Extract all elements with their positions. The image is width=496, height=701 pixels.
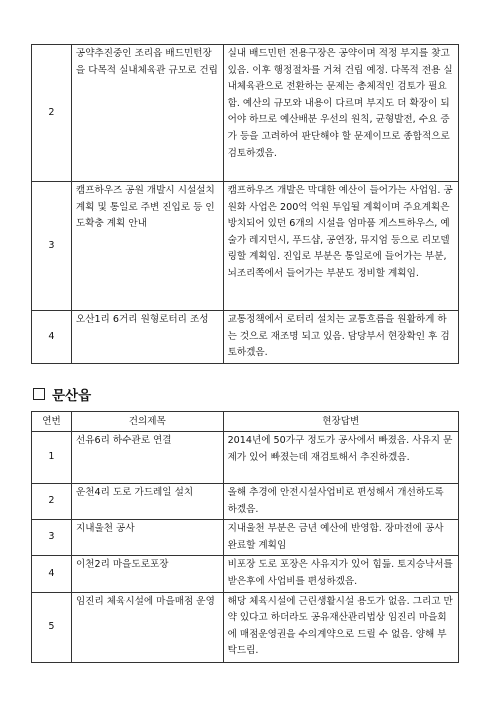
table-row bbox=[32, 311, 459, 364]
header-no: 연번 bbox=[32, 412, 72, 432]
table-row bbox=[32, 556, 459, 592]
row-title: 운천4리 도로 가드레일 설치 bbox=[71, 484, 223, 520]
table-section2 bbox=[31, 411, 459, 663]
row-number: 4 bbox=[32, 556, 72, 592]
row-title: 이천2리 마을도로포장 bbox=[71, 556, 223, 592]
table-row bbox=[32, 45, 459, 182]
table-section1 bbox=[31, 44, 459, 364]
row-answer: 비포장 도로 포장은 사유지가 있어 힘듦. 토지승낙서를 받은후에 사업비를 편성하겠음. bbox=[223, 556, 458, 592]
row-number: 1 bbox=[32, 432, 72, 484]
row-number: 4 bbox=[32, 311, 72, 364]
table-row bbox=[32, 592, 459, 662]
row-answer: 해당 체육시설에 근린생활시설 용도가 없음. 그리고 만약 있다고 하더라도 공유재산관리법상 임진리 마을회에 매점운영권을 수의계약으로 드릴 수 없음. 양해 부탁드림. bbox=[223, 592, 458, 662]
row-answer: 올해 추경에 안전시설사업비로 편성해서 개선하도록 하겠음. bbox=[223, 484, 458, 520]
row-number: 2 bbox=[32, 484, 72, 520]
row-title: 선유6리 하수관로 연결 bbox=[71, 432, 223, 484]
section-heading bbox=[33, 384, 91, 404]
row-answer: 지내울천 부분은 금년 예산에 반영함. 장마전에 공사 완료할 계획임 bbox=[223, 520, 458, 556]
table-row bbox=[32, 520, 459, 556]
table-row bbox=[32, 484, 459, 520]
row-title: 지내울천 공사 bbox=[71, 520, 223, 556]
row-answer: 교통정책에서 로터리 설치는 교통흐름을 원활하게 하는 것으로 재조명 되고 있음. 담당부서 현장확인 후 검토하겠음. bbox=[223, 311, 458, 364]
header-answer: 현장답변 bbox=[223, 412, 458, 432]
row-number: 3 bbox=[32, 520, 72, 556]
row-title: 캠프하우즈 공원 개발시 시설설치 계획 및 통일로 주변 진입로 등 인도확충 계획 안내 bbox=[71, 182, 223, 311]
row-answer: 실내 배드민턴 전용구장은 공약이며 적정 부지를 찾고 있음. 이후 행정절차를 거쳐 건립 예정. 다목적 전용 실내체육관으로 전환하는 문제는 총체적인 검토가 필요함. 예산의 규모와 내용이 다르며 부지도 더 확장이 되어야 하므로 예산배분 우선의 원칙, 균형발전, 수요 증가 등을 고려하여 판단해야 할 문제이므로 종합적으로 검토하겠음. bbox=[223, 45, 458, 182]
table-header-row bbox=[32, 412, 459, 432]
section-title: 문산읍 bbox=[52, 388, 92, 404]
row-title: 오산1리 6거리 원형로터리 조성 bbox=[71, 311, 223, 364]
row-number: 2 bbox=[32, 45, 72, 182]
row-title: 공약추진중인 조리읍 배드민턴장을 다목적 실내체육관 규모로 건립 bbox=[71, 45, 223, 182]
header-title: 건의제목 bbox=[71, 412, 223, 432]
row-number: 5 bbox=[32, 592, 72, 662]
row-answer: 2014년에 50가구 정도가 공사에서 빠졌음. 사유지 문제가 있어 빠졌는데 재검토해서 추진하겠음. bbox=[223, 432, 458, 484]
row-title: 임진리 체육시설에 마을매점 운영 bbox=[71, 592, 223, 662]
checkbox-icon bbox=[33, 388, 45, 400]
row-answer: 캠프하우즈 개발은 막대한 예산이 들어가는 사업임. 공원화 사업은 200억 억원 투입될 계획이며 주요계획은 방치되어 있던 6개의 시설을 엄마품 게스트하우스, 예술가 레지던시, 푸드샵, 공연장, 뮤지엄 등으로 리모델링할 계획임. 진입로 부분은 통일로에 들어가는 부분, 뇌조리쪽에서 들어가는 부분도 정비할 계획임. bbox=[223, 182, 458, 311]
table-row bbox=[32, 432, 459, 484]
row-number: 3 bbox=[32, 182, 72, 311]
table-row bbox=[32, 182, 459, 311]
